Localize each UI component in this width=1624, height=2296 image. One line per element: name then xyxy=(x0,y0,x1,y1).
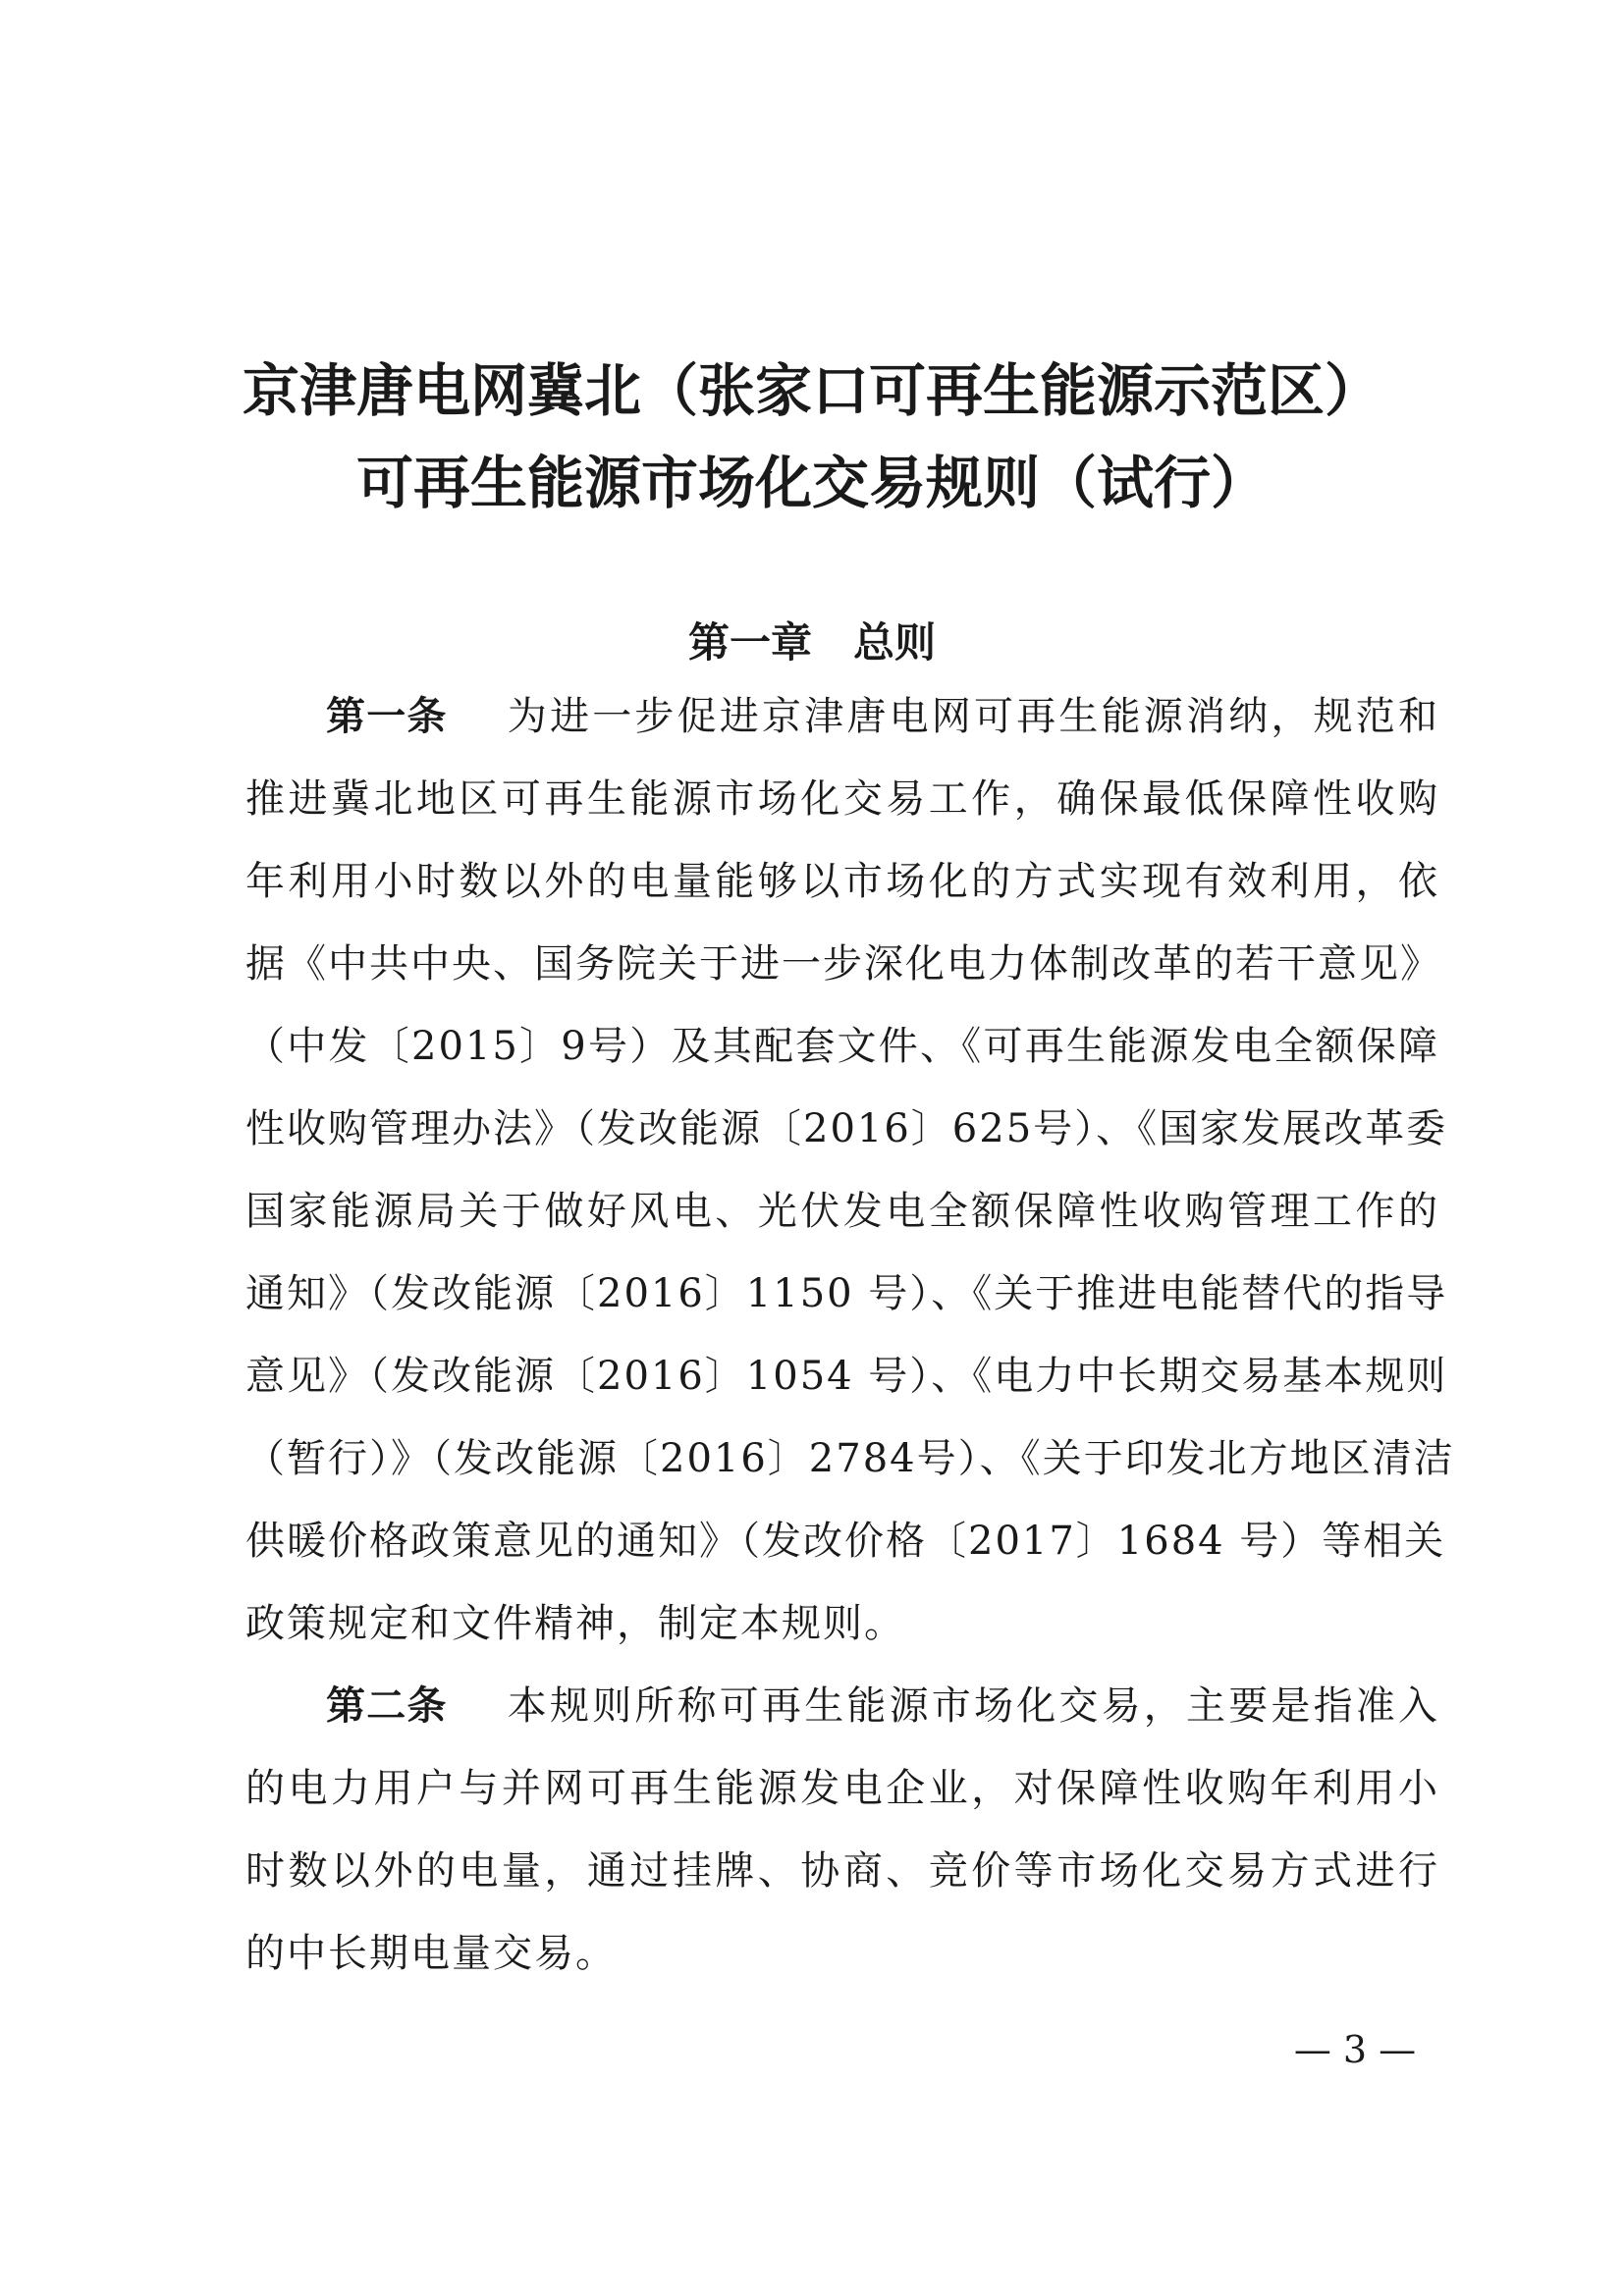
article-2-line-4: 的中长期电量交易。 xyxy=(245,1931,617,1976)
article-1-line-1 xyxy=(326,687,1439,746)
article-2-label: 第二条 xyxy=(326,1683,448,1729)
article-1-line-7: 国家能源局关于做好风电、光伏发电全额保障性收购管理工作的 xyxy=(245,1189,1439,1234)
article-2-line-1 xyxy=(326,1677,1439,1735)
article-1-line-9: 意见》（发改能源〔2016〕1054 号）、《电力中长期交易基本规则 xyxy=(245,1354,1448,1399)
article-1-line-8: 通知》（发改能源〔2016〕1150 号）、《关于推进电能替代的指导 xyxy=(245,1271,1448,1316)
document-title-line-2: 可再生能源市场化交易规则（试行） xyxy=(355,450,1268,516)
article-1-line-10: （暂行）》（发改能源〔2016〕2784号）、《关于印发北方地区清洁 xyxy=(245,1436,1455,1481)
article-1-line-11: 供暖价格政策意见的通知》（发改价格〔2017〕1684 号）等相关 xyxy=(245,1519,1446,1564)
page-number: — 3 — xyxy=(1293,2028,1417,2071)
article-2-line-3: 时数以外的电量，通过挂牌、协商、竞价等市场化交易方式进行 xyxy=(245,1848,1439,1894)
article-text: 本规则所称可再生能源市场化交易，主要是指准入 xyxy=(506,1683,1440,1729)
article-1-line-4: 据《中共中央、国务院关于进一步深化电力体制改革的若干意见》 xyxy=(245,941,1441,987)
article-1-line-3: 年利用小时数以外的电量能够以市场化的方式实现有效利用，依 xyxy=(245,859,1439,904)
article-1-line-12: 政策规定和文件精神，制定本规则。 xyxy=(245,1601,905,1646)
article-text: 为进一步促进京津唐电网可再生能源消纳，规范和 xyxy=(506,694,1440,739)
article-1-line-6: 性收购管理办法》（发改能源〔2016〕625号）、《国家发展改革委 xyxy=(245,1106,1448,1151)
chapter-heading: 第一章 总则 xyxy=(687,618,936,667)
article-1-line-5: （中发〔2015〕9号）及其配套文件、《可再生能源发电全额保障 xyxy=(245,1024,1439,1069)
article-1-label: 第一条 xyxy=(326,694,448,739)
article-1-line-2: 推进冀北地区可再生能源市场化交易工作，确保最低保障性收购 xyxy=(245,776,1439,822)
document-title-line-1: 京津唐电网冀北（张家口可再生能源示范区） xyxy=(242,357,1381,424)
article-2-line-2: 的电力用户与并网可再生能源发电企业，对保障性收购年利用小 xyxy=(245,1766,1439,1811)
